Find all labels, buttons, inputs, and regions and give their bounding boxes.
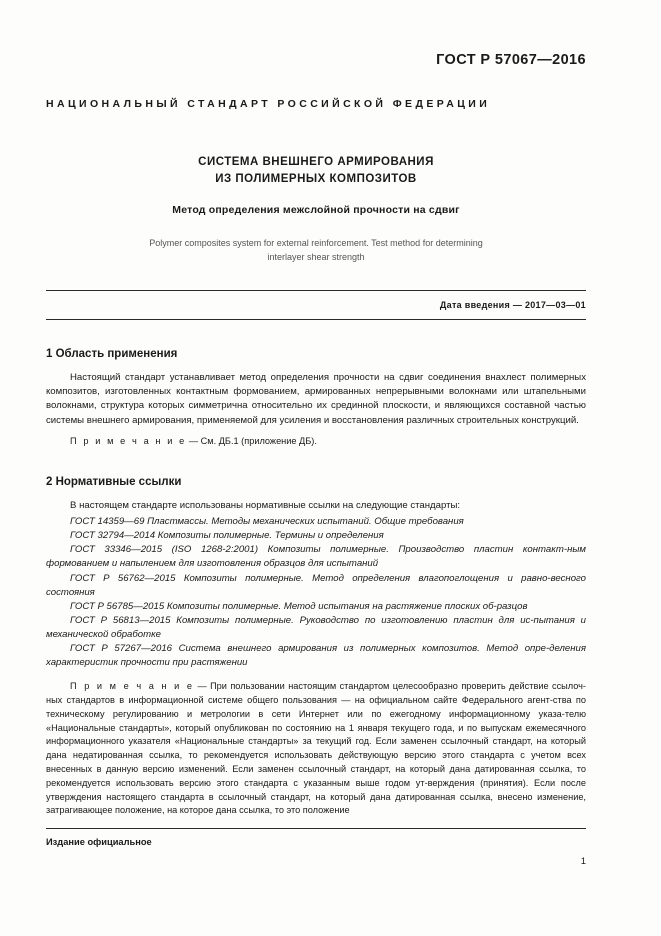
document-title-english-line1: Polymer composites system for external reinforcement. Test method for determining [149,238,483,249]
page-footer [46,820,586,867]
reference-item: ГОСТ 33346—2015 (ISO 1268-2:2001) Композиты полимерные. Производство пластин контакт-ным формованием и напылением для изготовления образцов для испытаний [46,544,586,570]
national-standard-line: НАЦИОНАЛЬНЫЙ СТАНДАРТ РОССИЙСКОЙ ФЕДЕРАЦИИ [46,98,491,110]
section-1-note-text: — См. ДБ.1 (приложение ДБ). [186,435,317,446]
page-number: 1 [580,856,586,867]
document-title-line2: ИЗ ПОЛИМЕРНЫХ КОМПОЗИТОВ [215,172,417,185]
gost-number: ГОСТ Р 57067—2016 [436,52,586,68]
section-1-note-label: П р и м е ч а н и е [70,435,187,446]
document-subtitle: Метод определения межслойной прочности на сдвиг [172,204,460,217]
section-1-note [46,435,586,449]
official-edition-label: Издание официальное [46,837,152,847]
section-2-note-label: П р и м е ч а н и е [70,681,195,692]
effective-date: Дата введения — 2017—03—01 [439,300,586,311]
section-2-heading: 2 Нормативные ссылки [46,476,182,489]
document-title-english-line2: interlayer shear strength [267,252,365,263]
section-2-intro: В настоящем стандарте использованы нормативные ссылки на следующие стандарты: [70,500,461,512]
reference-item: ГОСТ 14359—69 Пластмассы. Методы механических испытаний. Общие требования [70,516,464,528]
document-content [46,0,586,818]
divider-top [46,290,586,291]
reference-item: ГОСТ Р 56813—2015 Композиты полимерные. Руководство по изготовлению пластин для ис-пытания и механической обработке [46,614,586,640]
section-2-note [46,680,586,818]
section-1-paragraph: Настоящий стандарт устанавливает метод определения прочности на сдвиг соединения внахлест полимерных композитов, изготовленных контактным формованием, армированных непрерывными волокнами или штапельными волокнами, структура которых симметрична относительно их срединной плоскости, и являющихся составной частью системы внешнего армирования, применяемой для усиления и восстановления различных строительных конструкций. [46,372,586,426]
title-block [46,154,586,265]
footer-divider [46,828,586,829]
reference-item: ГОСТ Р 56762—2015 Композиты полимерные. Метод определения влагопоглощения и равно-весного состояния [46,572,586,598]
section-2-note-text: — При пользовании настоящим стандартом целесообразно проверить действие ссылоч-ных стандартов в информационной системе общего пользования — на официальном сайте Федерального агент-ства по техническому регулированию и метрологии в сети Интернет или по ежегодному информационному указа-телю «Национальные стандарты», который опубликован по состоянию на 1 января текущего года, и по выпускам ежемесячного информационного указателя «Национальные стандарты» за текущий год. Если заменен ссылочный стандарт, на который дана недатированная ссылка, то рекомендуется использовать действующую версию этого стандарта с учетом всех внесенных в данную версию изменений. Если заменен ссылочный стандарт, на который дана датированная ссылка, то рекомендуется использовать версию этого стандарта с указанным выше годом ут-верждения (принятия). Если после утверждения настоящего стандарта в ссылочный стандарт, на который дана датированная ссылка, внесено изменение, затрагивающее положение, на которое дана ссылка, то это положение [46,681,586,816]
section-1-heading: 1 Область применения [46,348,178,361]
document-title-english [46,237,586,265]
divider-bottom [46,319,586,320]
reference-item: ГОСТ Р 56785—2015 Композиты полимерные. Метод испытания на растяжение плоских об-разцов [70,600,528,612]
reference-item: ГОСТ 32794—2014 Композиты полимерные. Термины и определения [70,530,384,542]
reference-item: ГОСТ Р 57267—2016 Система внешнего армирования из полимерных композитов. Метод опре-деления характеристик прочности при растяжении [46,643,586,669]
document-title [46,154,586,187]
document-title-line1: СИСТЕМА ВНЕШНЕГО АРМИРОВАНИЯ [198,156,434,168]
